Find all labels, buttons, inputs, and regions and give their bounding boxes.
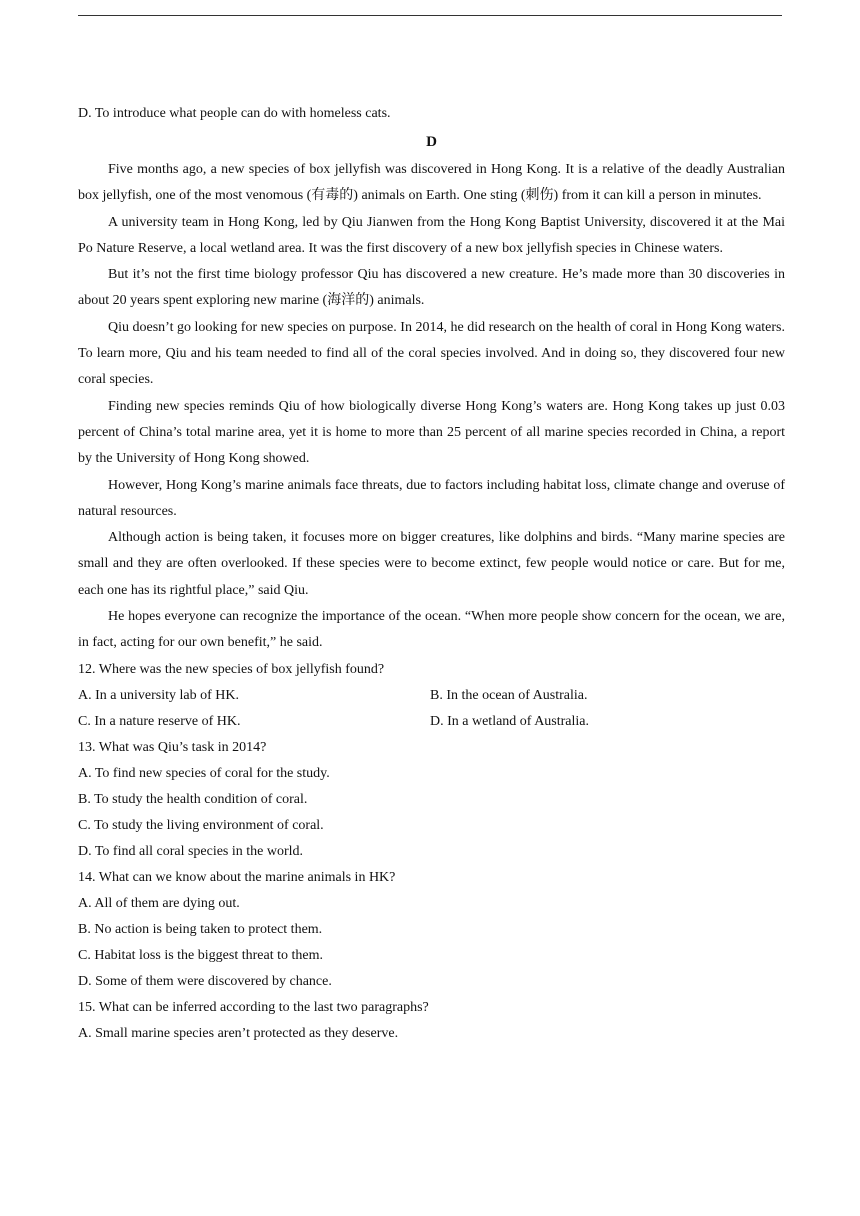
option-d: D. In a wetland of Australia. bbox=[430, 713, 590, 729]
option-d: D. To find all coral species in the world. bbox=[78, 843, 304, 859]
question-12 bbox=[78, 657, 785, 735]
question-stem: 12. Where was the new species of box jellyfish found? bbox=[78, 661, 385, 677]
option-c: C. In a nature reserve of HK. bbox=[78, 713, 241, 729]
option-d: D. Some of them were discovered by chance. bbox=[78, 973, 332, 989]
question-15 bbox=[78, 995, 785, 1047]
option-a: A. To find new species of coral for the study. bbox=[78, 765, 330, 781]
paragraph: But it’s not the first time biology professor Qiu has discovered a new creature. He’s made more than 30 discoveries in about 20 years spent exploring new marine (海洋的) animals. bbox=[78, 267, 785, 309]
option-row bbox=[78, 683, 785, 709]
option-row bbox=[78, 709, 785, 735]
paragraph: Finding new species reminds Qiu of how biologically diverse Hong Kong’s waters are. Hong Kong takes up just 0.03 percent of China’s total marine area, yet it is home to more than 25 percent of all marine species recorded in China, a report by the University of Hong Kong showed. bbox=[78, 398, 785, 467]
question-14 bbox=[78, 865, 785, 995]
option-b: B. In the ocean of Australia. bbox=[430, 687, 588, 703]
paragraph: Although action is being taken, it focuses more on bigger creatures, like dolphins and birds. “Many marine species are small and they are often overlooked. If these species were to become extinct, few people would notice or care. But for me, each one has its rightful place,” said Qiu. bbox=[78, 530, 785, 598]
paragraph: Five months ago, a new species of box jellyfish was discovered in Hong Kong. It is a relative of the deadly Australian box jellyfish, one of the most venomous (有毒的) animals on Earth. One sting (刺伤) from it can kill a person in minutes. bbox=[78, 162, 785, 204]
paragraph: He hopes everyone can recognize the importance of the ocean. “When more people show concern for the ocean, we are, in fact, acting for our own benefit,” he said. bbox=[78, 609, 785, 651]
option-b: B. No action is being taken to protect them. bbox=[78, 921, 323, 937]
question-stem: 13. What was Qiu’s task in 2014? bbox=[78, 739, 267, 755]
question-stem: 15. What can be inferred according to the last two paragraphs? bbox=[78, 999, 429, 1015]
option-a: A. In a university lab of HK. bbox=[78, 687, 239, 703]
paragraph: A university team in Hong Kong, led by Qiu Jianwen from the Hong Kong Baptist University, discovered it at the Mai Po Nature Reserve, a local wetland area. It was the first discovery of a new box jellyfish species in Chinese waters. bbox=[78, 214, 785, 256]
question-stem: 14. What can we know about the marine animals in HK? bbox=[78, 869, 396, 885]
document-body bbox=[78, 101, 785, 1047]
option-c: C. To study the living environment of coral. bbox=[78, 817, 324, 833]
previous-question-option: D. To introduce what people can do with homeless cats. bbox=[78, 106, 391, 121]
option-a: A. All of them are dying out. bbox=[78, 895, 240, 911]
option-b: B. To study the health condition of coral. bbox=[78, 791, 308, 807]
paragraph: However, Hong Kong’s marine animals face threats, due to factors including habitat loss, climate change and overuse of natural resources. bbox=[78, 477, 785, 519]
passage bbox=[78, 157, 785, 657]
option-c: C. Habitat loss is the biggest threat to them. bbox=[78, 947, 323, 963]
option-a: A. Small marine species aren’t protected as they deserve. bbox=[78, 1025, 399, 1041]
header-rule bbox=[78, 15, 782, 16]
question-13 bbox=[78, 735, 785, 865]
paragraph: Qiu doesn’t go looking for new species on purpose. In 2014, he did research on the health of coral in Hong Kong waters. To learn more, Qiu and his team needed to find all of the coral species involved. And in doing so, they discovered four new coral species. bbox=[78, 319, 785, 388]
section-heading: D bbox=[426, 134, 437, 150]
